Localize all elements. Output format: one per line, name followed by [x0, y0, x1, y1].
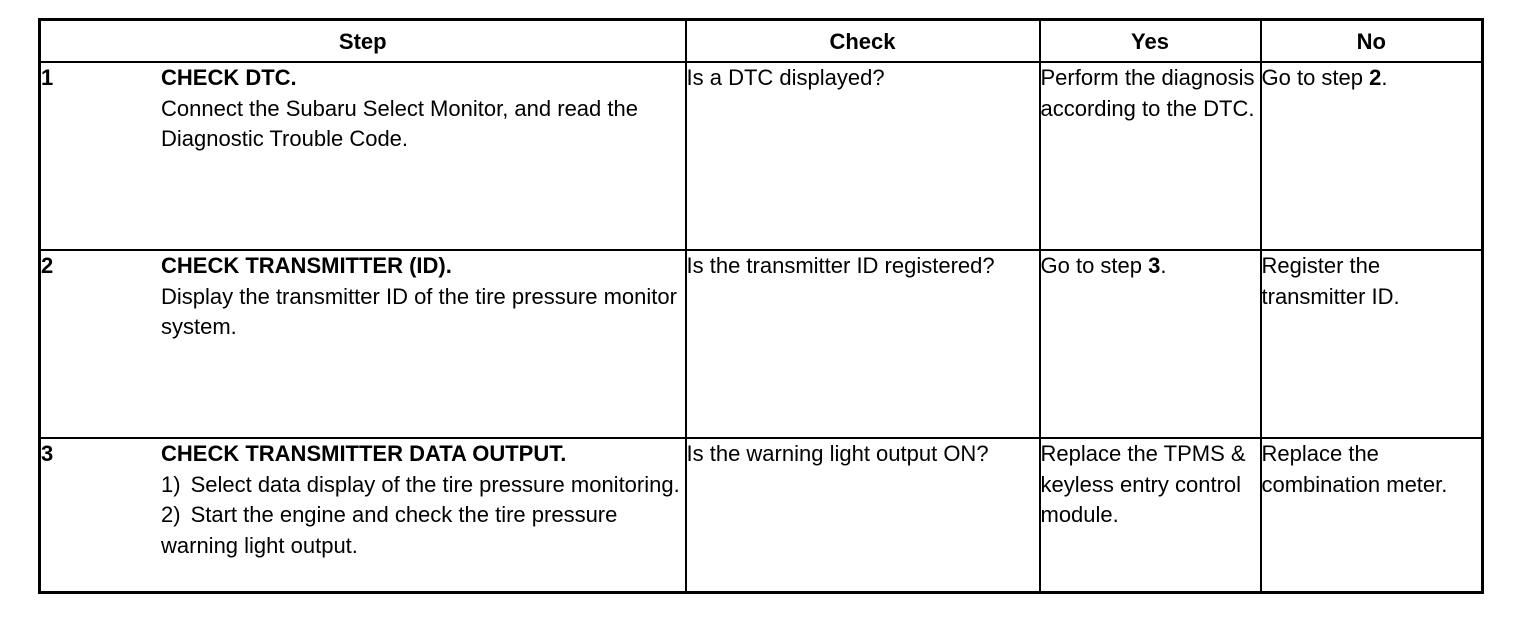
check-cell: Is a DTC displayed? [686, 62, 1040, 250]
no-cell: Replace the combination meter. [1261, 438, 1483, 593]
substep-2 [161, 500, 685, 561]
no-text: Go to step [1261, 65, 1370, 90]
step-number: 2 [41, 253, 54, 278]
yes-cell [1040, 250, 1261, 438]
table-row [40, 250, 1483, 438]
yes-step-ref: 3 [1148, 253, 1161, 278]
step-number: 1 [41, 65, 54, 90]
header-step: Step [40, 20, 686, 63]
header-row [40, 20, 1483, 63]
no-cell [1261, 62, 1483, 250]
step-cell [40, 438, 686, 593]
header-no: No [1261, 20, 1483, 63]
yes-suffix: . [1160, 253, 1167, 278]
no-step-ref: 2 [1369, 65, 1382, 90]
yes-cell: Perform the diagnosis according to the DTC. [1040, 62, 1261, 250]
check-cell: Is the warning light output ON? [686, 438, 1040, 593]
step-title: CHECK DTC. [161, 65, 297, 90]
table-row [40, 438, 1483, 593]
check-cell: Is the transmitter ID registered? [686, 250, 1040, 438]
table-row [40, 62, 1483, 250]
step-title: CHECK TRANSMITTER (ID). [161, 253, 452, 278]
header-yes: Yes [1040, 20, 1261, 63]
diagnostic-table [38, 18, 1484, 594]
header-check: Check [686, 20, 1040, 63]
step-number: 3 [41, 441, 54, 466]
step-cell [40, 62, 686, 250]
step-description: Connect the Subaru Select Monitor, and read the Diagnostic Trouble Code. [161, 95, 638, 151]
yes-text: Go to step [1040, 253, 1149, 278]
substep-index: 1) [161, 471, 181, 497]
step-description: Display the transmitter ID of the tire pressure monitor system. [161, 283, 677, 339]
yes-cell: Replace the TPMS & keyless entry control module. [1040, 438, 1261, 593]
step-cell [40, 250, 686, 438]
substep-text: Start the engine and check the tire pressure warning light output. [161, 502, 618, 558]
step-title: CHECK TRANSMITTER DATA OUTPUT. [161, 441, 567, 466]
substep-1 [161, 470, 685, 501]
no-cell: Register the transmitter ID. [1261, 250, 1483, 438]
substep-text: Select data display of the tire pressure monitoring. [190, 471, 680, 497]
no-suffix: . [1381, 65, 1388, 90]
substep-index: 2) [161, 502, 181, 527]
